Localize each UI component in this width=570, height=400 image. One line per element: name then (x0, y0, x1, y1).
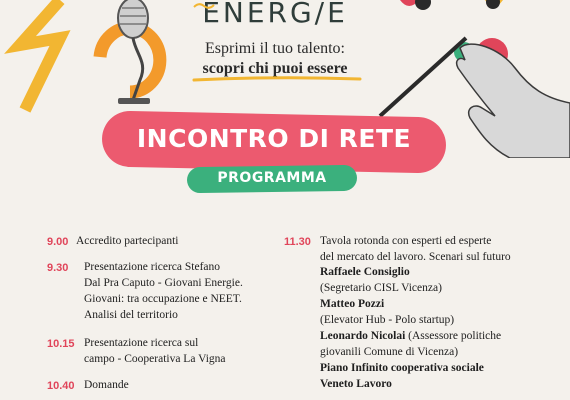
speaker-name: Veneto Lavoro (320, 378, 392, 390)
program-item-text: Presentazione ricerca sul (84, 337, 199, 349)
brand-tilde-mark (193, 2, 215, 10)
program-time: 10.40 (47, 380, 75, 392)
tagline-line-1: Esprimi il tuo talento: (205, 40, 345, 57)
program-item-text: Dal Pra Caputo - Giovani Energie. (84, 277, 243, 289)
program-item-text: campo - Cooperativa La Vigna (84, 353, 226, 365)
tagline-line-2: scopri chi puoi essere (202, 60, 348, 77)
program-item-text: Presentazione ricerca Stefano (84, 261, 221, 273)
brand-logo: ENERG/E (202, 0, 348, 29)
speaker-name: Raffaele Consiglio (320, 266, 410, 278)
program-item-text: Domande (84, 379, 129, 391)
program-time: 10.15 (47, 338, 75, 350)
speaker-name: Matteo Pozzi (320, 298, 385, 310)
speaker-name: Leonardo Nicolai (320, 330, 406, 342)
speaker-role: giovanili Comune di Vicenza) (320, 346, 459, 358)
program-time: 11.30 (284, 236, 311, 248)
program-time: 9.00 (47, 236, 69, 248)
banner-title: INCONTRO DI RETE (136, 124, 412, 153)
speaker-role: (Assessore politiche (405, 330, 502, 342)
speaker-role: (Segretario CISL Vicenza) (320, 282, 442, 294)
program-item-text: Accredito partecipanti (76, 235, 179, 247)
program-item-text: Analisi del territorio (84, 309, 178, 321)
program-item-text: Tavola rotonda con esperti ed esperte (320, 235, 492, 247)
microphone-icon (100, 0, 170, 110)
tagline-underline (192, 75, 362, 83)
speaker-name: Piano Infinito cooperativa sociale (320, 362, 484, 374)
speaker-role: (Elevator Hub - Polo startup) (320, 314, 455, 326)
program-item-text: Giovani: tra occupazione e NEET. (84, 293, 242, 305)
program-time: 9.30 (47, 262, 69, 274)
banner-subtitle: PROGRAMMA (217, 170, 327, 186)
speaker-line (320, 329, 501, 345)
program-item-text: del mercato del lavoro. Scenari sul futuro (320, 251, 511, 263)
